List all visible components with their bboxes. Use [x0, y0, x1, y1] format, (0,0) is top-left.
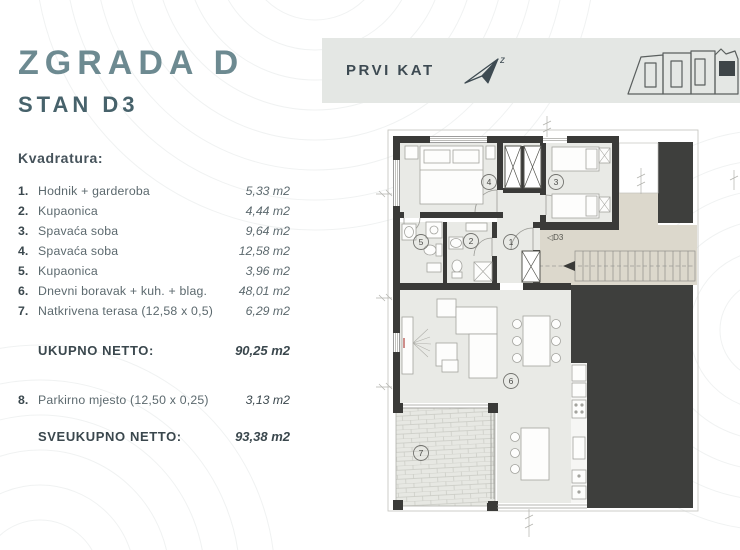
floor-label: PRVI KAT — [346, 62, 435, 79]
floor-header-bar — [322, 38, 740, 103]
entrance-label: ◁D3 — [547, 233, 564, 242]
area-row-number: 8. — [18, 393, 29, 407]
area-row-value: 12,58 m2 — [238, 244, 290, 258]
area-row-name: Dnevni boravak + kuh. + blag. — [38, 284, 208, 298]
area-row-number: 1. — [18, 184, 29, 198]
area-row-value: 6,29 m2 — [245, 304, 290, 318]
total-value: 93,38 m2 — [235, 429, 290, 444]
area-row-name: Natkrivena terasa (12,58 x 0,5) — [38, 304, 214, 318]
areas-heading: Kvadratura: — [18, 150, 104, 166]
area-row-name: Parkirno mjesto (12,50 x 0,25) — [38, 393, 209, 407]
area-list — [18, 184, 290, 324]
area-row-name: Hodnik + garderoba — [38, 184, 150, 198]
area-row-value: 3,13 m2 — [245, 393, 290, 407]
window — [394, 160, 400, 206]
building-location-icon — [622, 44, 740, 98]
area-row-value: 48,01 m2 — [238, 284, 290, 298]
north-arrow-icon — [461, 50, 511, 92]
area-row-name: Spavaća soba — [38, 224, 119, 238]
area-row-number: 3. — [18, 224, 29, 238]
area-row-value: 3,96 m2 — [245, 264, 290, 278]
svg-text:5: 5 — [418, 237, 424, 247]
area-row — [18, 204, 290, 224]
svg-text:6: 6 — [508, 376, 514, 386]
area-row-name: Kupaonica — [38, 204, 98, 218]
area-row — [18, 244, 290, 264]
floor-plan-drawing — [376, 112, 740, 544]
window — [543, 137, 567, 143]
subtotal-row — [18, 343, 290, 358]
area-row — [18, 304, 290, 324]
north-arrow-label: z — [499, 54, 505, 66]
area-row-number: 4. — [18, 244, 29, 258]
area-row — [18, 184, 290, 204]
total-label: SVEUKUPNO NETTO: — [38, 429, 182, 444]
area-row-value: 9,64 m2 — [245, 224, 290, 238]
area-row-number: 2. — [18, 204, 29, 218]
shaft-block — [658, 142, 693, 223]
svg-text:2: 2 — [468, 236, 474, 246]
area-row — [18, 224, 290, 244]
svg-text:4: 4 — [486, 177, 492, 187]
window — [430, 137, 487, 143]
window — [497, 505, 587, 508]
total-row — [18, 429, 290, 444]
subtotal-label: UKUPNO NETTO: — [38, 343, 154, 358]
window — [394, 333, 400, 352]
terrace — [393, 403, 498, 511]
svg-text:1: 1 — [508, 237, 514, 247]
building-d-highlight — [719, 61, 735, 76]
unit-title: STAN D3 — [18, 92, 139, 117]
area-row-number: 5. — [18, 264, 29, 278]
area-row-number: 7. — [18, 304, 29, 318]
area-row-number: 6. — [18, 284, 29, 298]
area-row-value: 5,33 m2 — [245, 184, 290, 198]
area-row — [18, 264, 290, 284]
building-title: ZGRADA D — [18, 44, 245, 82]
area-row-value: 4,44 m2 — [245, 204, 290, 218]
area-row — [18, 284, 290, 304]
area-row-name: Kupaonica — [38, 264, 98, 278]
subtotal-value: 90,25 m2 — [235, 343, 290, 358]
neighbour-mass — [571, 285, 693, 508]
svg-text:3: 3 — [553, 177, 559, 187]
area-row-name: Spavaća soba — [38, 244, 119, 258]
area-row-parking — [18, 393, 290, 413]
svg-text:7: 7 — [418, 448, 424, 458]
